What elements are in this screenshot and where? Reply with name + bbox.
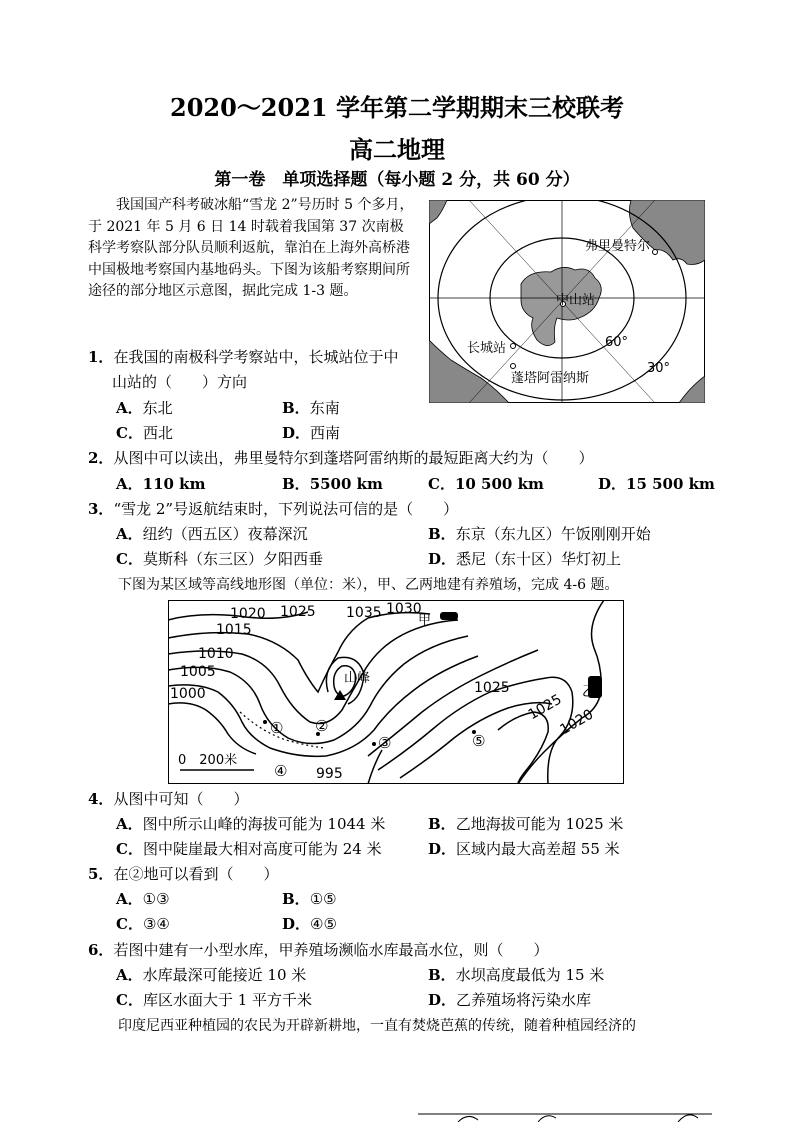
point-3: ③: [378, 734, 392, 752]
q2-option-a: A．110 km: [116, 475, 206, 493]
contour-label-1030: 1030: [386, 601, 422, 617]
q3-option-b: B．东京（东九区）午饭刚刚开始: [428, 525, 651, 543]
q6-option-d: D．乙养殖场将污染水库: [428, 991, 592, 1009]
q3-option-c: C．莫斯科（东三区）夕阳西垂: [116, 550, 323, 568]
contour-label-995: 995: [316, 766, 343, 782]
label-punta: 蓬塔阿雷纳斯: [511, 371, 590, 386]
question-1: 1．在我国的南极科学考察站中，长城站位于中: [88, 348, 399, 366]
question-4: 4．从图中可知（ ）: [88, 790, 249, 808]
contour-label-1025c: 1025: [525, 691, 565, 724]
intro-paragraph-3: 印度尼西亚种植园的农民为开辟新耕地，一直有焚烧芭蕉的传统，随着种植园经济的: [118, 1018, 636, 1034]
q1-option-c: C．西北: [116, 424, 173, 442]
q6-option-b: B．水坝高度最低为 15 米: [428, 966, 605, 984]
contour-label-1025b: 1025: [474, 680, 510, 696]
q5-option-c: C．③④: [116, 915, 170, 933]
q4-option-a: A．图中所示山峰的海拔可能为 1044 米: [116, 815, 386, 833]
label-lat30: 30°: [647, 361, 671, 376]
exam-title: 2020～2021 学年第二学期期末三校联考: [170, 93, 624, 122]
section-heading: 第一卷 单项选择题（每小题 2 分，共 60 分）: [214, 170, 580, 190]
contour-label-1025: 1025: [280, 604, 316, 620]
scale-label: 0 200米: [178, 753, 238, 768]
contour-label-1000: 1000: [170, 686, 206, 702]
label-zhongshan: 中山站: [556, 293, 596, 308]
antarctic-map: [429, 200, 705, 403]
label-jia: 甲: [418, 613, 432, 628]
intro-paragraph-1: 我国国产科考破冰船“雪龙 2”号历时 5 个多月，于 2021 年 5 月 6 日 14 时载着我国第 37 次南极科学考察队部分队员顺利返航，靠泊在上海外高桥港中国极地考察国内基地码头。下图为该船考察期间所途径的部分地区示意图，据此完成 1-3 题。: [88, 197, 414, 299]
label-changcheng: 长城站: [467, 341, 507, 356]
q2-option-d: D．15 500 km: [598, 475, 715, 493]
q3-option-d: D．悉尼（东十区）华灯初上: [428, 550, 622, 568]
contour-label-1015: 1015: [216, 622, 252, 638]
q5-option-b: B．①⑤: [282, 890, 337, 908]
contour-label-1020: 1020: [230, 606, 266, 622]
point-1: ①: [270, 719, 284, 737]
q6-option-c: C．库区水面大于 1 平方千米: [116, 991, 313, 1009]
q4-option-b: B．乙地海拔可能为 1025 米: [428, 815, 624, 833]
question-1-cont: 山站的（ ）方向: [112, 373, 248, 391]
point-4: ④: [274, 762, 288, 780]
contour-label-1005: 1005: [180, 664, 216, 680]
contour-label-1020b: 1020: [557, 706, 597, 739]
q1-option-b: B．东南: [282, 399, 340, 417]
q2-option-c: C．10 500 km: [428, 475, 544, 493]
label-peak: 山峰: [344, 671, 371, 686]
question-3: 3．“雪龙 2”号返航结束时，下列说法可信的是（ ）: [88, 500, 459, 518]
q4-option-d: D．区域内最大高差超 55 米: [428, 840, 620, 858]
point-5: ⑤: [472, 732, 486, 750]
q6-option-a: A．水库最深可能接近 10 米: [116, 966, 307, 984]
q5-option-a: A．①③: [116, 890, 170, 908]
q4-option-c: C．图中陡崖最大相对高度可能为 24 米: [116, 840, 382, 858]
contour-map: [168, 600, 624, 784]
label-yi: 乙: [582, 684, 596, 700]
intro-paragraph-2: 下图为某区域等高线地形图（单位：米），甲、乙两地建有养殖场，完成 4-6 题。: [118, 577, 619, 593]
question-5: 5．在②地可以看到（ ）: [88, 865, 279, 883]
q5-option-d: D．④⑤: [282, 915, 337, 933]
q2-option-b: B．5500 km: [282, 475, 383, 493]
q1-option-a: A．东北: [116, 399, 173, 417]
contour-label-1035: 1035: [346, 605, 382, 621]
question-2: 2．从图中可以读出，弗里曼特尔到蓬塔阿雷纳斯的最短距离大约为（ ）: [88, 449, 594, 467]
q1-option-d: D．西南: [282, 424, 341, 442]
question-6: 6．若图中建有一小型水库，甲养殖场濒临水库最高水位，则（ ）: [88, 941, 549, 959]
contour-label-1010: 1010: [198, 646, 234, 662]
partial-figure-edge: [418, 1106, 712, 1122]
label-lat60: 60°: [605, 335, 629, 350]
exam-subject: 高二地理: [349, 135, 445, 164]
label-fremantle: 弗里曼特尔: [585, 239, 651, 254]
point-2: ②: [315, 717, 329, 735]
q3-option-a: A．纽约（西五区）夜幕深沉: [116, 525, 308, 543]
